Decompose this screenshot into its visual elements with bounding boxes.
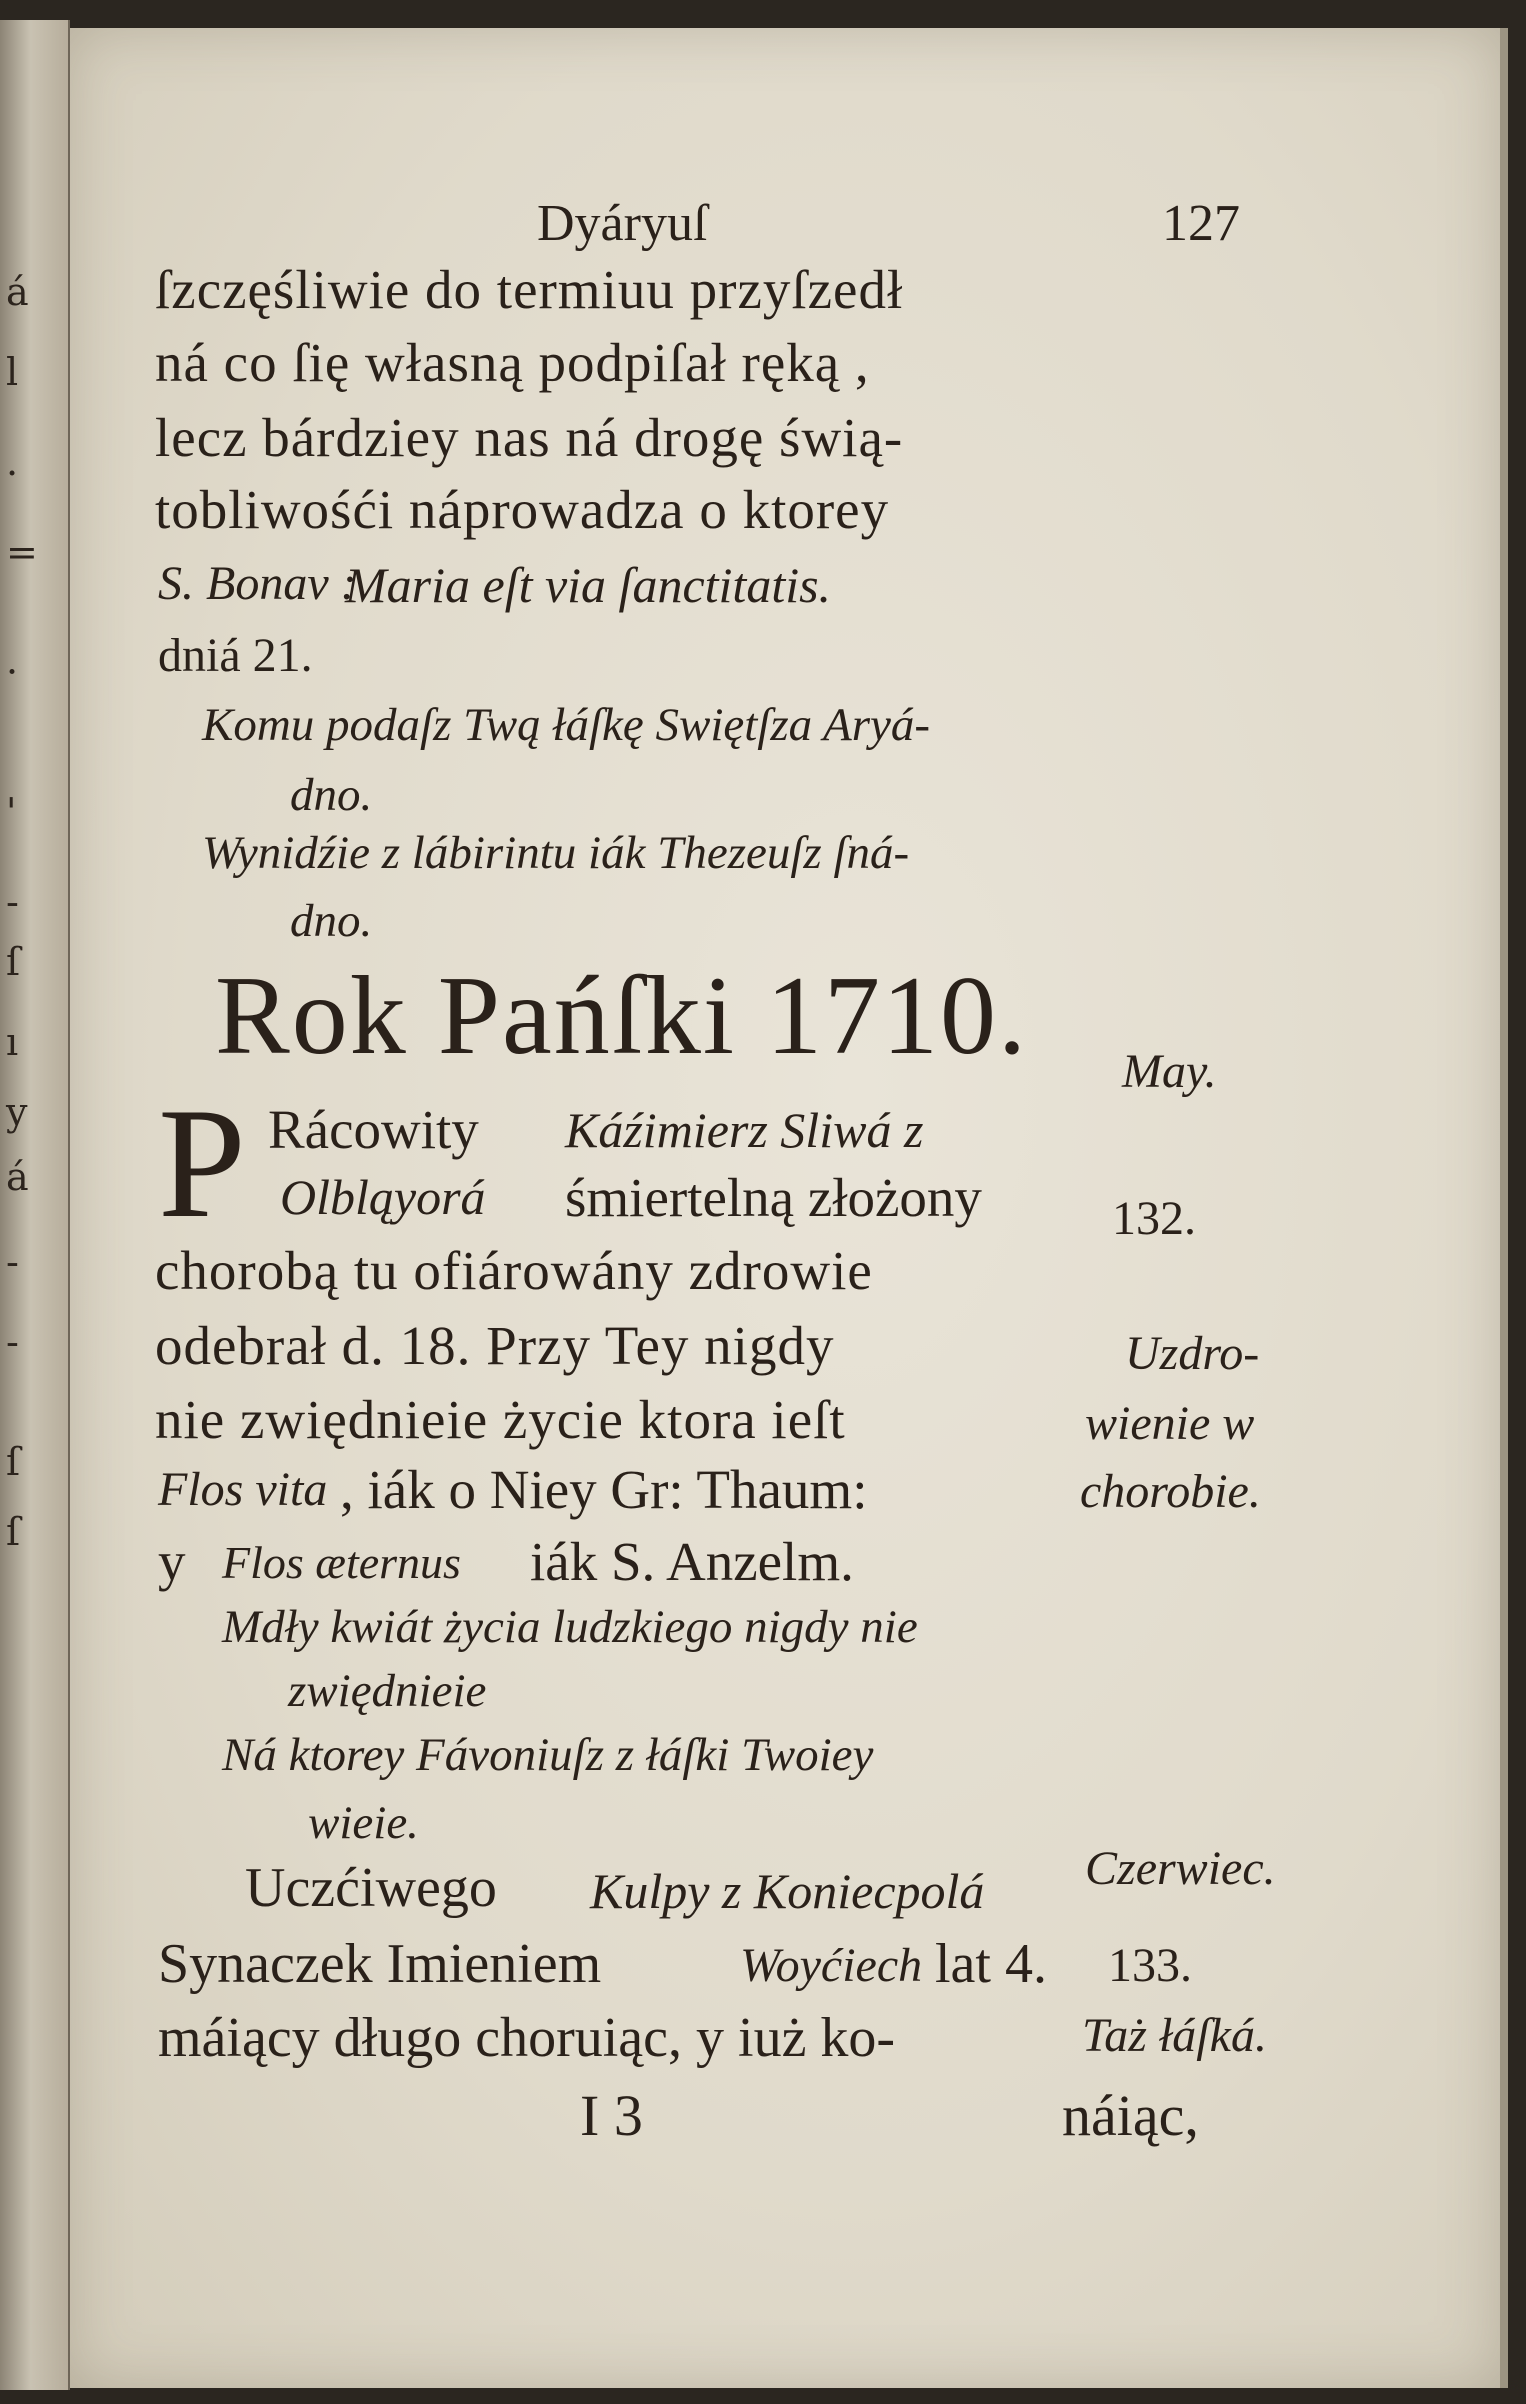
text-line: nie zwiędnieie życie ktora ieſt <box>155 1389 846 1450</box>
verse-line: Mdły kwiát życia ludzkiego nigdy nie <box>222 1601 918 1653</box>
section-heading: Rok Pańſki 1710. <box>215 954 1028 1078</box>
edge-glyph: y <box>6 1090 28 1134</box>
verse-line: dno. <box>290 769 373 821</box>
text-line: śmiertelną złożony <box>565 1167 982 1228</box>
text-line: Olbląyorá <box>280 1169 486 1225</box>
edge-glyph: ' <box>6 790 17 834</box>
date-line: dniá 21. <box>158 629 313 682</box>
text-line: Kulpy z Koniecpolá <box>590 1863 985 1919</box>
drop-cap: P <box>158 1076 246 1251</box>
margin-month: Czerwiec. <box>1085 1842 1276 1895</box>
margin-number: 133. <box>1108 1939 1192 1992</box>
facing-page-edge <box>0 20 70 2390</box>
text-line: Woyćiech <box>740 1939 923 1992</box>
text-line: máiący długo choruiąc, y iuż ko- <box>158 2007 896 2069</box>
edge-glyph: ſ <box>6 940 21 984</box>
citation-quote: Maria eſt via ſanctitatis. <box>345 557 832 613</box>
verse-line: dno. <box>290 895 373 947</box>
text-line: Rácowity <box>268 1099 479 1160</box>
edge-glyph: á <box>6 270 29 314</box>
margin-note: wienie w <box>1085 1397 1255 1450</box>
text-line: ná co ſię własną podpiſał ręką , <box>155 332 870 393</box>
margin-number: 132. <box>1112 1192 1196 1245</box>
text-line: Synaczek Imieniem <box>158 1933 602 1995</box>
text-line: , iák o Niey Gr: Thaum: <box>340 1459 868 1520</box>
text-line: Flos vita <box>158 1463 328 1516</box>
edge-glyph: ſ <box>6 1510 21 1554</box>
text-line: lecz bárdziey nas ná drogę świą- <box>155 407 904 468</box>
text-line: lat 4. <box>935 1933 1047 1995</box>
text-line: Uczćiwego <box>245 1857 497 1919</box>
running-head: Dyáryuſ <box>537 195 708 252</box>
text-line: y <box>158 1531 186 1592</box>
text-line: iák S. Anzelm. <box>530 1531 854 1592</box>
text-line: Flos æternus <box>222 1537 461 1588</box>
text-line: odebrał d. 18. Przy Tey nigdy <box>155 1315 835 1376</box>
margin-note: chorobie. <box>1080 1465 1261 1518</box>
page-edge-shadow <box>1500 28 1508 2388</box>
edge-glyph: . <box>6 440 19 484</box>
verse-line: Wynidźie z lábirintu iák Thezeuſz ſná- <box>202 827 910 879</box>
edge-glyph: · <box>6 650 19 694</box>
edge-glyph: - <box>6 880 19 924</box>
text-line: tobliwośći náprowadza o ktorey <box>155 479 890 540</box>
text-line: Káźimierz Sliwá z <box>565 1102 924 1158</box>
verse-line: wieie. <box>308 1797 419 1849</box>
verse-line: Ná ktorey Fávoniuſz z łáſki Twoiey <box>222 1729 874 1781</box>
margin-note: Uzdro- <box>1125 1327 1260 1380</box>
page-number: 127 <box>1162 195 1240 252</box>
edge-glyph: ſ <box>6 1440 21 1484</box>
edge-glyph: ı <box>6 1020 19 1064</box>
verse-line: zwiędnieie <box>288 1665 487 1717</box>
edge-glyph: á <box>6 1155 29 1199</box>
margin-note: Taż łáſká. <box>1082 2009 1267 2062</box>
edge-glyph: l <box>6 350 19 394</box>
edge-glyph: - <box>6 1320 19 1364</box>
text-line: ſzczęśliwie do termiuu przyſzedł <box>155 259 904 320</box>
catchword: náiąc, <box>1062 2083 1199 2148</box>
citation-source: S. Bonav : <box>158 557 357 610</box>
edge-glyph: = <box>6 530 38 574</box>
margin-month: May. <box>1122 1045 1217 1098</box>
verse-line: Komu podaſz Twą łáſkę Swiętſza Aryá- <box>202 699 931 751</box>
edge-glyph: - <box>6 1240 19 1284</box>
signature-mark: I 3 <box>580 2083 643 2148</box>
text-line: chorobą tu ofiárowány zdrowie <box>155 1240 873 1301</box>
